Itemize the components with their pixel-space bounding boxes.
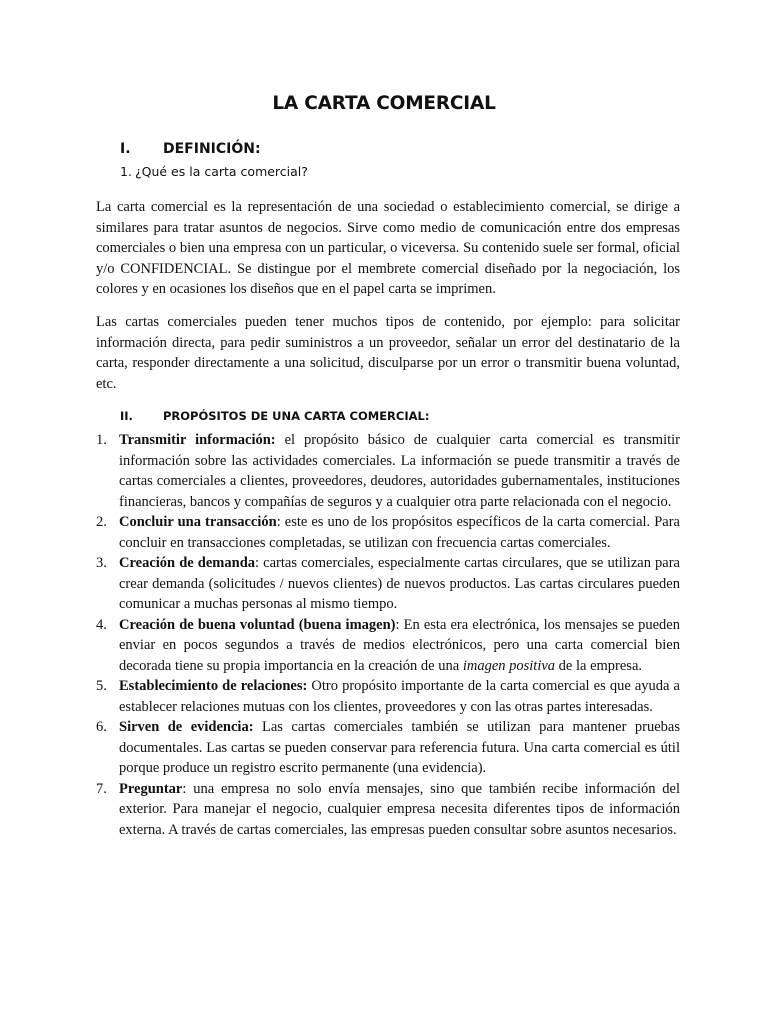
section-title: PROPÓSITOS DE UNA CARTA COMERCIAL:	[163, 409, 430, 423]
item-text: : En esta era electrónica, los mensajes se pueden enviar en pocos segundos a través de medios electrónicos, pero una carta comercial bien decorada tiene su propia importancia en la creación de una	[119, 616, 680, 674]
section-number: II.	[120, 409, 133, 423]
list-item	[96, 553, 680, 615]
item-text: Las cartas comerciales también se utilizan para mantener pruebas documentales. Las cartas se pueden conservar para referencia futura. Una carta comercial es útil porque produce un registro escrito permanente (una evidencia).	[119, 719, 680, 776]
item-term: Preguntar	[119, 780, 183, 797]
item-text: : una empresa no solo envía mensajes, sino que también recibe información del exterior. Para manejar el negocio, cualquier empresa necesita diferentes tipos de información externa. A través de cartas comerciales, las empresas pueden consultar sobre asuntos necesarios.	[119, 780, 680, 838]
definition-paragraph: La carta comercial es la representación de una sociedad o establecimiento comercial, se dirige a similares para tratar asuntos de negocios. Sirve como medio de comunicación entre dos empresas comerciales o bien una empresa con un particular, o viceversa. Su contenido suele ser formal, oficial y/o CONFIDENCIAL. Se distingue por el membrete comercial diseñado por la negociación, los colores y en ocasiones los diseños que en el papel carta se imprimen.	[96, 199, 680, 297]
item-term: Creación de demanda	[119, 555, 256, 571]
section-heading-propositos	[120, 409, 429, 423]
item-term: Creación de buena voluntad (buena imagen)	[119, 616, 396, 633]
item-text: el propósito básico de cualquier carta comercial es transmitir información sobre las actividades comerciales. La información se puede transmitir a través de cartas comerciales a clientes, proveedores, deudores, autoridades gubernamentales, instituciones financieras, bancos y compañías de seguros y a cualquier otra parte relacionada con el negocio.	[119, 432, 680, 510]
list-item	[96, 430, 680, 512]
item-text: Otro propósito importante de la carta comercial es que ayuda a establecer relaciones mutuas con los clientes, proveedores y con las otras partes interesadas.	[119, 678, 680, 715]
subsection-title: ¿Qué es la carta comercial?	[135, 164, 308, 179]
item-number: 3.	[96, 555, 107, 571]
item-term: Concluir una transacción	[119, 514, 277, 530]
item-number: 7.	[96, 780, 107, 797]
item-term: Sirven de evidencia:	[119, 719, 254, 735]
item-number: 2.	[96, 514, 107, 530]
list-item	[96, 615, 680, 677]
item-number: 6.	[96, 719, 107, 735]
item-number: 5.	[96, 678, 107, 694]
item-text: : este es uno de los propósitos específicos de la carta comercial. Para concluir en transacciones completadas, se utilizan con frecuencia cartas comerciales.	[119, 514, 680, 551]
section-heading-definicion	[120, 141, 261, 157]
subsection-heading	[120, 164, 308, 179]
subsection-number: 1.	[120, 164, 132, 179]
purposes-list	[96, 430, 680, 840]
section-title: DEFINICIÓN:	[163, 141, 261, 157]
list-item	[96, 512, 680, 553]
item-number: 1.	[96, 432, 107, 448]
item-number: 4.	[96, 616, 107, 633]
item-term: Transmitir información:	[119, 432, 276, 448]
list-item	[96, 717, 680, 779]
list-item	[96, 676, 680, 717]
item-term: Establecimiento de relaciones:	[119, 678, 308, 694]
item-text-tail: de la empresa.	[555, 657, 643, 674]
page-title: LA CARTA COMERCIAL	[272, 93, 496, 114]
content-types-paragraph: Las cartas comerciales pueden tener muchos tipos de contenido, por ejemplo: para solicitar información directa, para pedir suministros a un proveedor, señalar un error del destinatario de la carta, responder directamente a una solicitud, disculparse por un error o transmitir buena voluntad, etc.	[96, 314, 680, 392]
item-text: : cartas comerciales, especialmente cartas circulares, que se utilizan para crear demanda (solicitudes / nuevos clientes) de nuevos productos. Las cartas circulares pueden comunicar a muchas personas al mismo tiempo.	[119, 555, 680, 612]
section-number: I.	[120, 141, 131, 157]
list-item	[96, 779, 680, 841]
item-emphasis: imagen positiva	[462, 657, 556, 674]
